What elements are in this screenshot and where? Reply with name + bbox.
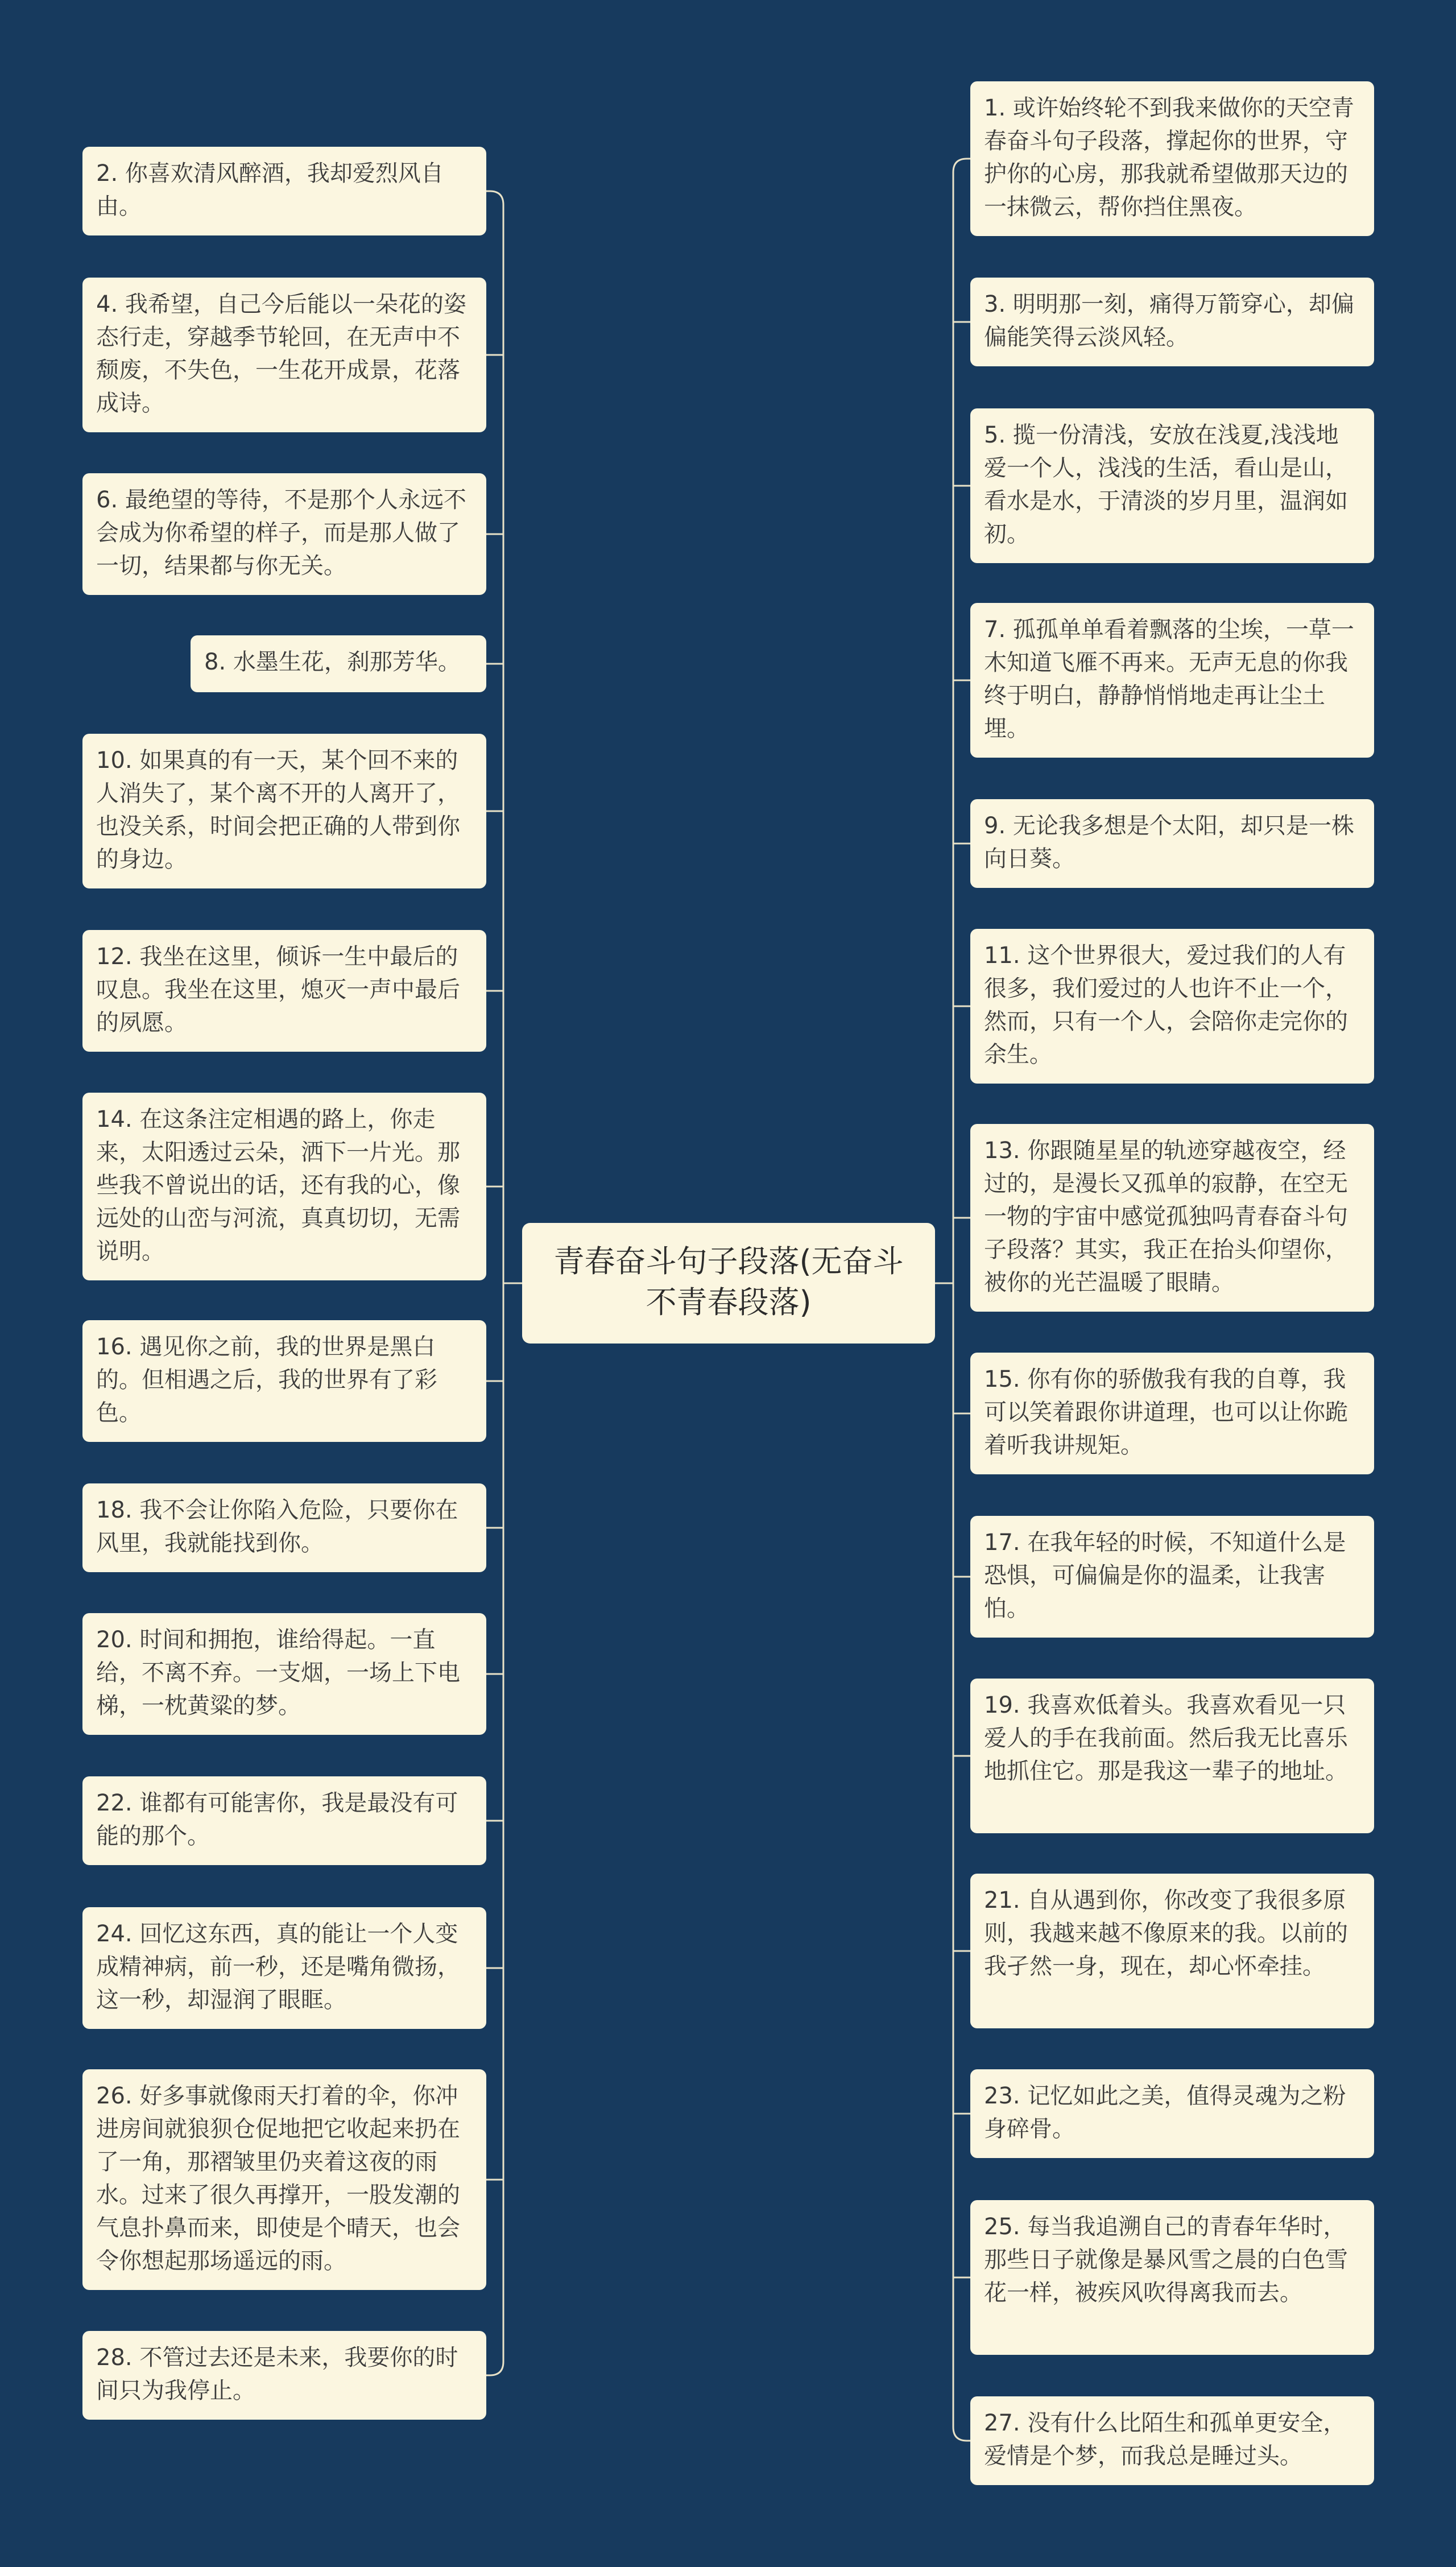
topic-node-14: [82, 1093, 486, 1280]
topic-node-11: [970, 929, 1374, 1084]
left-branch-connector: [486, 191, 503, 205]
topic-node-28: [82, 2331, 486, 2420]
topic-text: 9. 无论我多想是个太阳，却只是一株向日葵。: [984, 813, 1354, 872]
topic-text: 26. 好多事就像雨天打着的伞，你冲进房间就狼狈仓促地把它收起来扔在了一角，那褶皱里仍夹着这夜的雨水。过来了很久再撑开，一股发潮的气息扑鼻而来，即使是个晴天，也会令你想起那场遥远的雨。: [96, 2083, 460, 2274]
topic-node-18: [82, 1483, 486, 1572]
topic-text: 27. 没有什么比陌生和孤单更安全，爱情是个梦，而我总是睡过头。: [984, 2410, 1346, 2469]
topic-node-9: [970, 799, 1374, 888]
topic-text: 6. 最绝望的等待，不是那个人永远不会成为你希望的样子，而是那人做了一切，结果都与你无关。: [96, 487, 466, 579]
topic-text: 18. 我不会让你陷入危险，只要你在风里，我就能找到你。: [96, 1497, 458, 1556]
right-branch-connector: [953, 2427, 970, 2441]
topic-node-23: [970, 2069, 1374, 2158]
topic-node-22: [82, 1776, 486, 1865]
topic-text: 17. 在我年轻的时候，不知道什么是恐惧，可偏偏是你的温柔，让我害怕。: [984, 1530, 1346, 1622]
right-branch-connector: [953, 159, 970, 172]
topic-text: 22. 谁都有可能害你，我是最没有可能的那个。: [96, 1790, 458, 1849]
topic-node-16: [82, 1320, 486, 1442]
topic-text: 2. 你喜欢清风醉酒，我却爱烈风自由。: [96, 160, 444, 220]
topic-text: 10. 如果真的有一天，某个回不来的人消失了，某个离不开的人离开了，也没关系，时间会把正确的人带到你的身边。: [96, 747, 460, 873]
topic-text: 4. 我希望，自己今后能以一朵花的姿态行走，穿越季节轮回，在无声中不颓废，不失色，一生花开成景，花落成诗。: [96, 291, 466, 416]
topic-node-1: [970, 81, 1374, 236]
topic-text: 5. 揽一份清浅，安放在浅夏,浅浅地爱一个人，浅浅的生活，看山是山，看水是水，于清淡的岁月里，温润如初。: [984, 422, 1348, 547]
topic-node-19: [970, 1679, 1374, 1833]
topic-node-20: [82, 1613, 486, 1735]
topic-node-17: [970, 1516, 1374, 1638]
topic-text: 24. 回忆这东西，真的能让一个人变成精神病，前一秒，还是嘴角微扬，这一秒，却湿润了眼眶。: [96, 1921, 460, 2013]
topic-node-8: [191, 635, 486, 692]
topic-text: 1. 或许始终轮不到我来做你的天空青春奋斗句子段落，撑起你的世界，守护你的心房，那我就希望做那天边的一抹微云，帮你挡住黑夜。: [984, 95, 1354, 220]
central-topic-title: 青春奋斗句子段落(无奋斗不青春段落): [553, 1243, 904, 1320]
topic-text: 28. 不管过去还是未来，我要你的时间只为我停止。: [96, 2345, 458, 2404]
left-branch-connector: [486, 2362, 503, 2375]
topic-node-4: [82, 278, 486, 432]
topic-node-12: [82, 930, 486, 1052]
topic-text: 7. 孤孤单单看着飘落的尘埃，一草一木知道飞雁不再来。无声无息的你我终于明白，静静悄悄地走再让尘土埋。: [984, 617, 1354, 742]
topic-node-6: [82, 473, 486, 595]
topic-text: 23. 记忆如此之美，值得灵魂为之粉身碎骨。: [984, 2083, 1346, 2142]
topic-node-3: [970, 278, 1374, 366]
topic-text: 20. 时间和拥抱，谁给得起。一直给，不离不弃。一支烟，一场上下电梯，一枕黄粱的梦。: [96, 1627, 460, 1719]
topic-text: 14. 在这条注定相遇的路上，你走来，太阳透过云朵，洒下一片光。那些我不曾说出的话，还有我的心，像远处的山峦与河流，真真切切，无需说明。: [96, 1106, 460, 1264]
topic-node-26: [82, 2069, 486, 2290]
topic-node-15: [970, 1353, 1374, 1474]
topic-text: 21. 自从遇到你，你改变了我很多原则，我越来越不像原来的我。以前的我孑然一身，现在，却心怀牵挂。: [984, 1887, 1348, 1979]
topic-node-10: [82, 734, 486, 888]
topic-text: 8. 水墨生花，刹那芳华。: [204, 649, 461, 675]
topic-node-2: [82, 147, 486, 235]
topic-text: 13. 你跟随星星的轨迹穿越夜空，经过的，是漫长又孤单的寂静，在空无一物的宇宙中感觉孤独吗青春奋斗句子段落？其实，我正在抬头仰望你，被你的光芒温暖了眼睛。: [984, 1138, 1348, 1296]
topic-text: 19. 我喜欢低着头。我喜欢看见一只爱人的手在我前面。然后我无比喜乐地抓住它。那是我这一辈子的地址。: [984, 1692, 1348, 1784]
topic-node-13: [970, 1124, 1374, 1312]
topic-node-5: [970, 408, 1374, 563]
topic-text: 11. 这个世界很大，爱过我们的人有很多，我们爱过的人也许不止一个，然而，只有一个人，会陪你走完你的余生。: [984, 943, 1348, 1068]
topic-text: 16. 遇见你之前，我的世界是黑白的。但相遇之后，我的世界有了彩色。: [96, 1334, 437, 1426]
topic-text: 3. 明明那一刻，痛得万箭穿心，却偏偏能笑得云淡风轻。: [984, 291, 1354, 350]
topic-node-21: [970, 1874, 1374, 2028]
topic-text: 15. 你有你的骄傲我有我的自尊，我可以笑着跟你讲道理，也可以让你跪着听我讲规矩。: [984, 1366, 1348, 1458]
topic-node-25: [970, 2200, 1374, 2355]
topic-node-7: [970, 603, 1374, 758]
topic-text: 25. 每当我追溯自己的青春年华时，那些日子就像是暴风雪之晨的白色雪花一样，被疾风吹得离我而去。: [984, 2214, 1348, 2306]
central-topic-node: [522, 1223, 935, 1344]
topic-text: 12. 我坐在这里，倾诉一生中最后的叹息。我坐在这里，熄灭一声中最后的夙愿。: [96, 944, 460, 1036]
topic-node-27: [970, 2396, 1374, 2485]
topic-node-24: [82, 1907, 486, 2029]
